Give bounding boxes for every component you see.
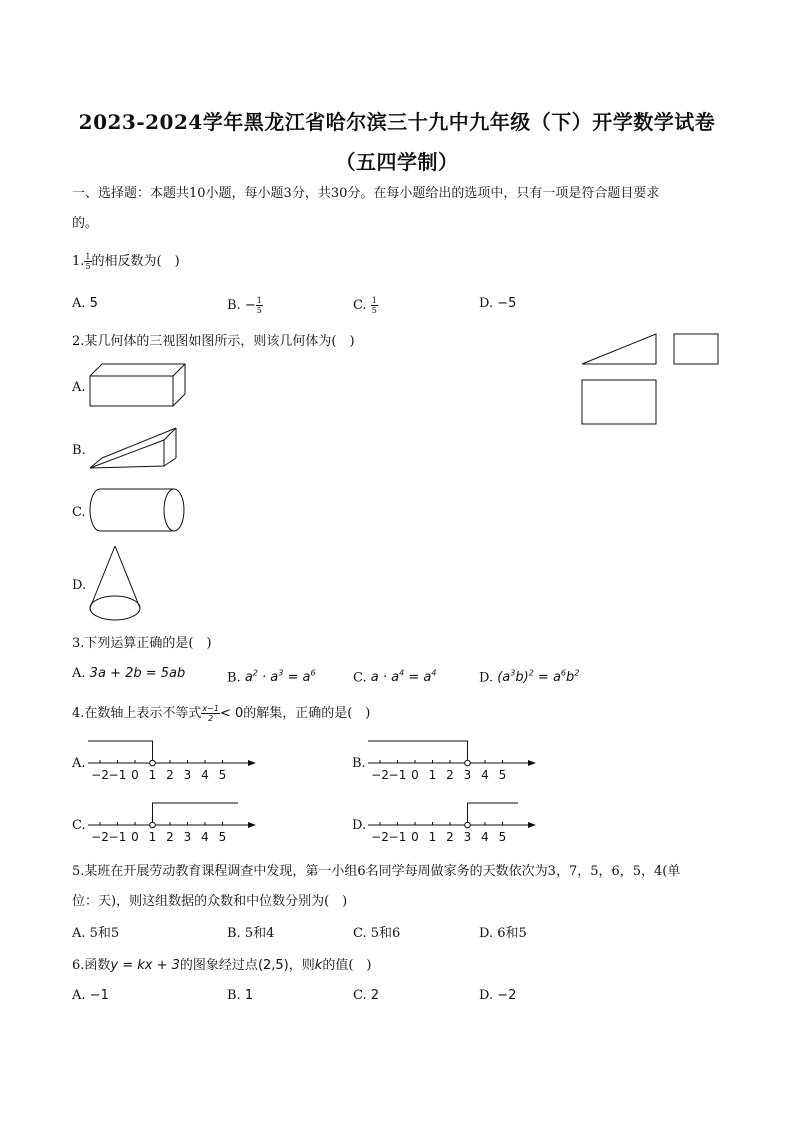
tick-label: −2 <box>371 830 389 844</box>
open-point <box>465 822 471 828</box>
cuboid-shape[interactable] <box>88 362 188 408</box>
question-1-option-b[interactable]: B. − $\frac{1}{5}$ <box>227 296 262 315</box>
tick-label: 0 <box>131 830 139 844</box>
open-point <box>465 760 471 766</box>
question-6-option-b[interactable]: B. 1 <box>227 988 254 1003</box>
question-2-option-a-label[interactable]: A. <box>72 380 86 395</box>
tick-label: 3 <box>463 830 472 844</box>
question-3-stem: 3.下列运算正确的是( ) <box>72 636 212 651</box>
tick-label: 4 <box>481 768 489 782</box>
top-view-rect <box>582 380 656 424</box>
tick-label: 5 <box>498 768 507 782</box>
tick-label: 4 <box>201 768 209 782</box>
tick-label: 3 <box>183 768 192 782</box>
triangular-prism-shape[interactable] <box>88 426 180 470</box>
open-point <box>150 822 156 828</box>
question-5-stem-cont: 位：天)，则这组数据的众数和中位数分别为( ) <box>72 894 348 909</box>
tick-label: −1 <box>388 830 407 844</box>
tick-label: 2 <box>166 830 174 844</box>
page-subtitle: （五四学制） <box>335 150 459 174</box>
tick-label: 1 <box>428 830 437 844</box>
cylinder-shape[interactable] <box>88 488 188 534</box>
question-3-option-b[interactable]: B. $a^2 \cdot a^3 = a^6$ <box>227 669 316 686</box>
open-point <box>150 760 156 766</box>
tick-label: 1 <box>148 830 157 844</box>
side-view-rect <box>674 334 718 364</box>
three-views-figure <box>578 330 728 430</box>
number-line-a[interactable] <box>88 738 258 784</box>
tick-label: −1 <box>388 768 407 782</box>
question-3-option-d[interactable]: D. $(a^3b)^2 = a^6b^2$ <box>479 669 580 686</box>
fraction: $\frac{1}{5}$ <box>85 252 91 271</box>
fraction: $\frac{x-1}{2}$ <box>202 704 219 723</box>
question-3-option-a[interactable]: A. 3a + 2b = 5ab <box>72 666 186 681</box>
section-heading-cont: 的。 <box>72 216 99 231</box>
number-line-d[interactable] <box>368 800 538 846</box>
solution-ray <box>368 741 468 760</box>
tick-label: 1 <box>148 768 157 782</box>
question-2-stem: 2.某几何体的三视图如图所示，则该几何体为( ) <box>72 334 355 349</box>
cone-shape[interactable] <box>88 544 144 624</box>
tick-label: 2 <box>446 768 454 782</box>
tick-label: 5 <box>498 830 507 844</box>
question-2-option-b-label[interactable]: B. <box>72 443 86 458</box>
question-2-option-c-label[interactable]: C. <box>72 505 86 520</box>
page-title: 2023-2024学年黑龙江省哈尔滨三十九中九年级（下）开学数学试卷 <box>78 110 716 134</box>
number-line-c[interactable] <box>88 800 258 846</box>
solution-ray <box>153 803 239 822</box>
tick-label: −1 <box>108 830 127 844</box>
axis-arrow <box>248 760 256 766</box>
tick-label: 3 <box>183 830 192 844</box>
front-view-triangle <box>582 334 656 364</box>
question-6-option-d[interactable]: D. −2 <box>479 988 517 1003</box>
tick-label: 4 <box>481 830 489 844</box>
axis-arrow <box>248 822 256 828</box>
tick-label: 4 <box>201 830 209 844</box>
tick-label: 2 <box>446 830 454 844</box>
tick-label: 0 <box>131 768 139 782</box>
tick-label: −1 <box>108 768 127 782</box>
question-5-option-c[interactable]: C. 5和6 <box>353 926 401 941</box>
tick-label: 5 <box>218 768 227 782</box>
number-line-b[interactable] <box>368 738 538 784</box>
question-1-option-a[interactable]: A. 5 <box>72 296 98 311</box>
axis-arrow <box>528 822 536 828</box>
tick-label: 2 <box>166 768 174 782</box>
question-4-option-d-label[interactable]: D. <box>352 818 367 833</box>
tick-label: 1 <box>428 768 437 782</box>
solution-ray <box>88 741 153 760</box>
question-5-option-b[interactable]: B. 5和4 <box>227 926 275 941</box>
question-5-option-d[interactable]: D. 6和5 <box>479 926 527 941</box>
axis-arrow <box>528 760 536 766</box>
tick-label: 3 <box>463 768 472 782</box>
tick-label: −2 <box>371 768 389 782</box>
question-4-option-c-label[interactable]: C. <box>72 818 86 833</box>
question-4-option-a-label[interactable]: A. <box>72 756 86 771</box>
tick-label: −2 <box>91 768 109 782</box>
question-4-option-b-label[interactable]: B. <box>352 756 366 771</box>
question-1-stem: 1. $\frac{1}{5}$ 的相反数为( ) <box>72 252 180 271</box>
question-6-stem: 6.函数y = kx + 3的图象经过点(2,5)，则k的值( ) <box>72 958 372 973</box>
question-6-option-a[interactable]: A. −1 <box>72 988 109 1003</box>
question-1-option-d[interactable]: D. −5 <box>479 296 517 311</box>
tick-label: 5 <box>218 830 227 844</box>
section-heading: 一、选择题：本题共10小题，每小题3分，共30分。在每小题给出的选项中，只有一项是符合题目要求 <box>72 186 660 201</box>
question-5-option-a[interactable]: A. 5和5 <box>72 926 120 941</box>
question-6-option-c[interactable]: C. 2 <box>353 988 380 1003</box>
tick-label: 0 <box>411 768 419 782</box>
question-4-stem: 4.在数轴上表示不等式 $\frac{x-1}{2}$ < 0的解集，正确的是( ) <box>72 704 371 723</box>
solution-ray <box>468 803 519 822</box>
question-2-option-d-label[interactable]: D. <box>72 578 87 593</box>
question-5-stem: 5.某班在开展劳动教育课程调查中发现，第一小组6名同学每周做家务的天数依次为3，7，5，6，5，4(单 <box>72 864 681 879</box>
tick-label: −2 <box>91 830 109 844</box>
question-1-option-c[interactable]: C. $\frac{1}{5}$ <box>353 296 377 315</box>
tick-label: 0 <box>411 830 419 844</box>
question-3-option-c[interactable]: C. $a \cdot a^4 = a^4$ <box>353 669 437 686</box>
